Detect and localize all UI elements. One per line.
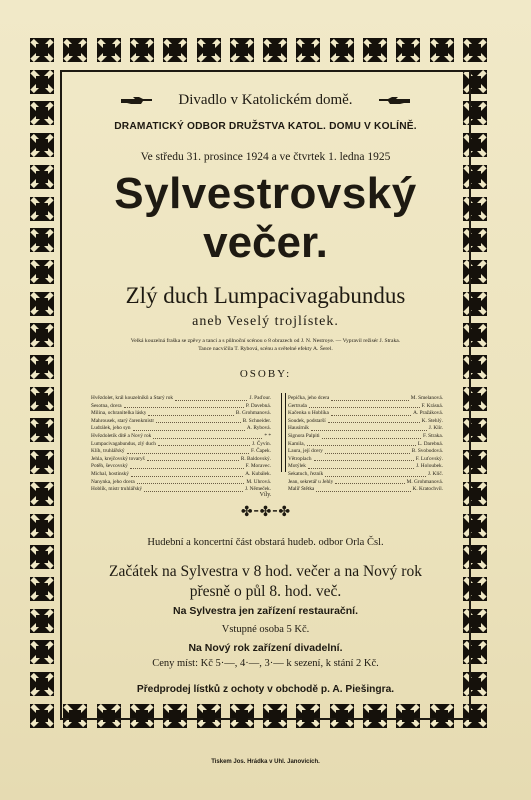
border-ornament-tile xyxy=(30,133,54,157)
border-ornament-tile xyxy=(396,38,420,62)
border-ornament-tile xyxy=(30,387,54,411)
sylvestr-heading: Na Sylvestra jen zařízení restaurační. xyxy=(172,605,358,617)
cast-row xyxy=(91,479,271,487)
leader-dots xyxy=(130,463,244,469)
border-ornament-tile xyxy=(30,228,54,252)
cast-role: Hvězdoletík dítě a Nový rok xyxy=(91,432,152,439)
credits-line2: Tance nacvičila T. Rybová, scénu a světelné efekty A. Šerel. xyxy=(198,346,333,352)
leader-dots xyxy=(314,456,414,462)
border-ornament-tile xyxy=(30,165,54,189)
border-ornament-tile xyxy=(30,640,54,664)
leader-dots xyxy=(144,486,243,492)
border-ornament-tile xyxy=(30,323,54,347)
border-ornament-tile xyxy=(97,38,121,62)
border-ornament-tile xyxy=(296,38,320,62)
cast-row xyxy=(288,463,443,471)
cast-role: Hvězdolet, král kouzelníků a Starý rok xyxy=(91,395,174,401)
leader-dots xyxy=(311,425,427,431)
cast-actor: F. Moravec. xyxy=(245,463,271,470)
dates: Ve středu 31. prosince 1924 a ve čtvrtek 1. ledna 1925 xyxy=(140,151,391,163)
cast-row xyxy=(91,403,271,411)
cast-actor: A. Kubálek. xyxy=(245,470,271,477)
cast-actor: B. Grohmanová. xyxy=(235,410,271,417)
border-ornament-tile xyxy=(230,38,254,62)
border-ornament-tile xyxy=(30,70,54,94)
cast-role: Signora Palpiti xyxy=(288,432,320,439)
cast-actor: J. Klír. xyxy=(428,425,443,432)
border-ornament-tile xyxy=(463,38,487,62)
border-ornament-tile xyxy=(430,38,454,62)
border-ornament-tile xyxy=(30,672,54,696)
cast-row xyxy=(288,418,443,426)
leader-dots xyxy=(147,456,239,462)
border-ornament-tile xyxy=(63,38,87,62)
cast-actor: L. Darebná. xyxy=(417,440,443,447)
leader-dots xyxy=(331,410,411,416)
cast-role: Jehla, krejčovský tovaryš xyxy=(91,455,145,462)
cast-actor: F. Čapek. xyxy=(250,448,271,455)
main-title-line2: večer. xyxy=(203,218,328,267)
cast-row xyxy=(288,448,443,456)
cast-actor: B. Svobodová. xyxy=(411,448,443,455)
leader-dots xyxy=(331,395,408,401)
cast-role: Michal, hostinský xyxy=(91,470,129,477)
cast-row xyxy=(288,471,443,479)
border-ornament-tile xyxy=(363,38,387,62)
cast-row xyxy=(288,456,443,464)
cast-footer: Víly. xyxy=(259,492,272,498)
border-ornament-tile xyxy=(130,38,154,62)
cast-actor: J. Klíč. xyxy=(427,470,443,477)
cast-actor: M. Grohmanová. xyxy=(406,478,443,485)
leader-dots xyxy=(133,425,245,431)
cast-role: Potěh, ševcovský xyxy=(91,463,128,470)
leader-dots xyxy=(316,486,410,492)
border-ornament-tile xyxy=(330,38,354,62)
cast-actor: J. Němeček. xyxy=(244,486,271,493)
leader-dots xyxy=(328,418,420,424)
cast-actor: A. Pražáková. xyxy=(413,410,443,417)
leader-dots xyxy=(308,463,414,469)
cast-actor: * * xyxy=(264,432,271,439)
cast-role: Malíř Štětka xyxy=(288,486,315,493)
venue-line xyxy=(62,92,469,109)
cast-row xyxy=(288,425,443,433)
cast-role: Větroplach xyxy=(288,455,312,462)
cast-actor: K. Kratochvíl. xyxy=(412,486,443,493)
cast-row xyxy=(91,456,271,464)
organizer: DRAMATICKÝ ODBOR DRUŽSTVA KATOL. DOMU V KOLÍNĚ. xyxy=(114,121,417,132)
cast-row xyxy=(91,441,271,449)
cast-row xyxy=(91,433,271,441)
cast-row xyxy=(288,395,443,403)
border-ornament-tile xyxy=(30,450,54,474)
cast-divider xyxy=(281,393,286,472)
cast-row xyxy=(288,441,443,449)
leader-dots xyxy=(325,448,410,454)
cast-list-right xyxy=(288,395,443,494)
cast-row xyxy=(91,471,271,479)
pointing-hand-left-icon xyxy=(378,96,412,106)
border-ornament-tile xyxy=(263,38,287,62)
cast-role: Lumpacivagabundus, zlý duch xyxy=(91,440,156,447)
cast-role: Milina, ochranitelka lásky xyxy=(91,410,147,417)
border-ornament-tile xyxy=(30,418,54,442)
ornament-divider: ✤⁃✤⁃✤ xyxy=(240,505,291,520)
cast-row xyxy=(91,463,271,471)
border-ornament-tile xyxy=(30,260,54,284)
border-ornament-tile xyxy=(30,545,54,569)
cast-role: Klíh, truhlářský xyxy=(91,448,125,455)
cast-role: Kamila, xyxy=(288,440,305,447)
cast-actor: J. Paďour. xyxy=(249,395,271,401)
cast-row xyxy=(288,410,443,418)
main-title-line1: Sylvestrovský xyxy=(114,169,417,218)
cast-row xyxy=(91,425,271,433)
cast-actor: M. Smelanová. xyxy=(410,395,443,401)
cast-role: Hoblík, mistr truhlářský xyxy=(91,486,143,493)
leader-dots xyxy=(124,403,244,409)
cast-actor: B. Schneider. xyxy=(242,417,271,424)
cast-role: Nanynka, jeho dcera xyxy=(91,478,135,485)
cast-row xyxy=(91,418,271,426)
border-ornament-tile xyxy=(30,514,54,538)
cast-row xyxy=(91,395,271,403)
cast-heading: OSOBY: xyxy=(239,368,292,380)
cast-role: Motýlek xyxy=(288,463,306,470)
cast-list-left xyxy=(91,395,271,494)
cast-row xyxy=(288,479,443,487)
leader-dots xyxy=(158,441,250,447)
sylvestr-price: Vstupné osoba 5 Kč. xyxy=(221,624,310,635)
leader-dots xyxy=(156,418,240,424)
venue: Divadlo v Katolickém domě. xyxy=(178,92,353,108)
border-ornament-tile xyxy=(30,38,54,62)
cast-role: Laura, její dcery xyxy=(288,448,323,455)
start-line1: Začátek na Sylvestra v 8 hod. večer a na Nový rok xyxy=(109,563,422,580)
play-title: Zlý duch Lumpacivagabundus xyxy=(125,283,406,308)
cast-actor: F. Krásná. xyxy=(421,402,443,409)
cast-role: Kačenka u Hoblíka xyxy=(288,410,329,417)
cast-row xyxy=(288,433,443,441)
border-ornament-tile xyxy=(30,101,54,125)
border-ornament-tile xyxy=(30,355,54,379)
border-ornament-tile xyxy=(197,38,221,62)
leader-dots xyxy=(153,433,262,439)
leader-dots xyxy=(131,471,243,477)
border-ornament-tile xyxy=(30,482,54,506)
cast-role: Hausírník xyxy=(288,425,309,432)
border-ornament-tile xyxy=(30,704,54,728)
play-subtitle: aneb Veselý trojlístek. xyxy=(192,314,339,329)
music-note: Hudební a koncertní část obstará hudeb. odbor Orla Čsl. xyxy=(147,537,384,548)
cast-actor: F. Straka. xyxy=(422,432,443,439)
leader-dots xyxy=(127,448,249,454)
border-ornament-tile xyxy=(163,38,187,62)
cast-role: Sekatuch, řezník xyxy=(288,470,324,477)
cast-actor: J. Čyvín. xyxy=(252,440,271,447)
printer-credit: Tiskem Jos. Hrádka v Uhl. Janovicích. xyxy=(211,759,320,765)
presale-note: Předprodej lístků z ochoty v obchodě p. A. Piešingra. xyxy=(136,684,395,695)
cast-actor: J. Holoubek. xyxy=(416,463,443,470)
cast-actor: A. Rybová. xyxy=(246,425,271,432)
pointing-hand-right-icon xyxy=(119,96,153,106)
cast-row xyxy=(91,410,271,418)
cast-actor: P. Davebná. xyxy=(245,402,271,409)
cast-actor: M. Uhrová. xyxy=(246,478,271,485)
cast-actor: K. Stehlý. xyxy=(421,417,443,424)
cast-row xyxy=(288,403,443,411)
leader-dots xyxy=(335,479,404,485)
leader-dots xyxy=(325,471,426,477)
leader-dots xyxy=(309,403,420,409)
cast-role: Šesotna, dcera xyxy=(91,402,122,409)
cast-role: Pepička, jeho dcera xyxy=(288,395,330,401)
cast-role: Ludrálek, jeho syn xyxy=(91,425,131,432)
border-ornament-tile xyxy=(30,197,54,221)
border-ornament-tile xyxy=(30,609,54,633)
cast-role: Soudek, podstarší xyxy=(288,417,326,424)
cast-row xyxy=(91,448,271,456)
cast-actor: R. Baldovský. xyxy=(240,455,271,462)
credits-line1: Velká kouzelná fraška se zpěvy a tanci a s půlnoční scénou o 8 obrazech od J. N. Nestroye. — Vypravil režisér J. Straka. xyxy=(130,338,401,344)
leader-dots xyxy=(148,410,233,416)
cast-role: Gertruda xyxy=(288,402,307,409)
newyear-prices: Ceny míst: Kč 5·—, 4·—, 3·— k sezení, k stání 2 Kč. xyxy=(152,658,379,669)
border-ornament-tile xyxy=(30,577,54,601)
cast-role: Jean, sekretář u Jehly xyxy=(288,478,334,485)
cast-actor: F. Luťovský. xyxy=(415,455,443,462)
cast-role: Mahrousek, starý čarenkmistr xyxy=(91,417,155,424)
leader-dots xyxy=(175,395,247,401)
leader-dots xyxy=(307,441,416,447)
newyear-heading: Na Nový rok zařízení divadelní. xyxy=(188,642,343,654)
border-ornament-tile xyxy=(30,292,54,316)
leader-dots xyxy=(137,479,245,485)
leader-dots xyxy=(322,433,421,439)
start-line2: přesně o půl 8. hod. več. xyxy=(189,583,342,600)
